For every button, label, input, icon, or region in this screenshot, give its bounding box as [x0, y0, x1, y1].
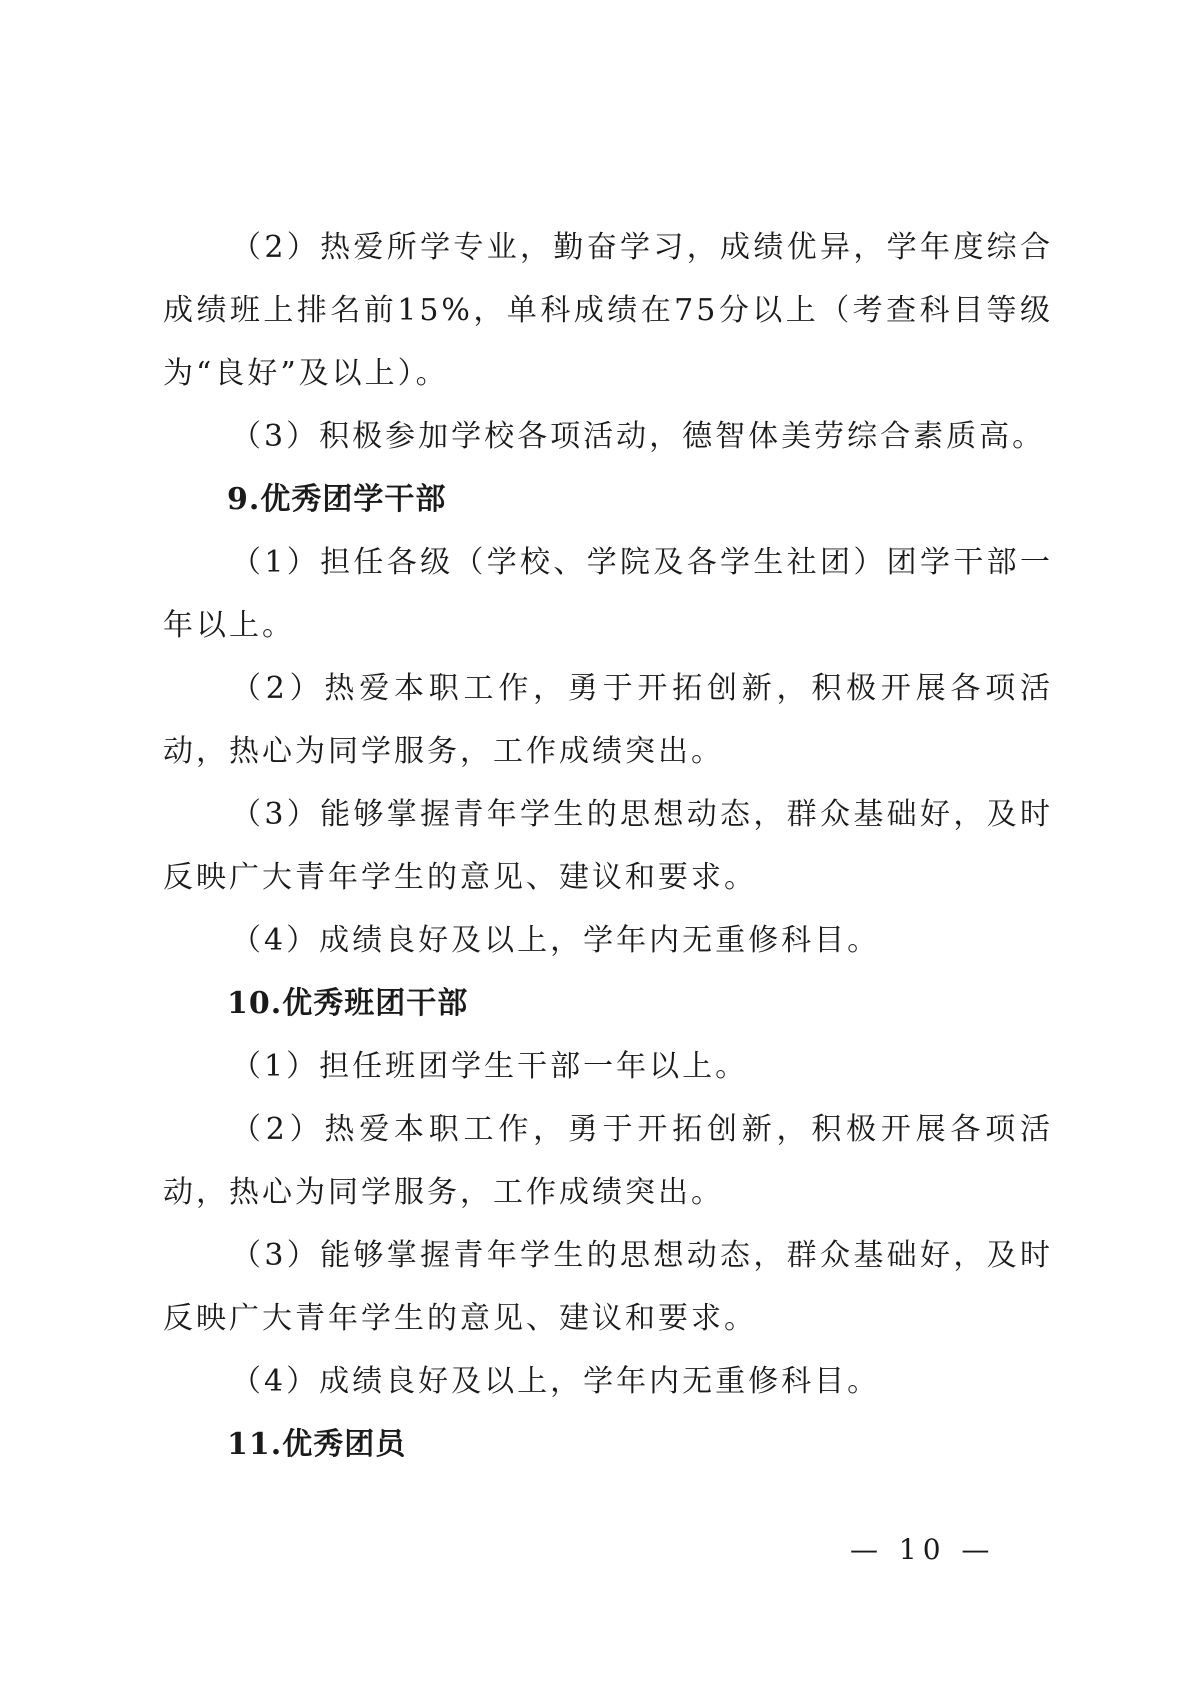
- section-heading-10: 10.优秀班团干部: [227, 986, 469, 1021]
- paragraph-9-criteria-2: （2）热爱本职工作，勇于开拓创新，积极开展各项活动，热心为同学服务，工作成绩突出。: [163, 671, 1053, 769]
- paragraph-10-criteria-4: （4）成绩良好及以上，学年内无重修科目。: [231, 1364, 881, 1399]
- paragraph-10-criteria-3: （3）能够掌握青年学生的思想动态，群众基础好，及时反映广大青年学生的意见、建议和要求。: [163, 1238, 1053, 1336]
- paragraph-9-criteria-1: （1）担任各级（学校、学院及各学生社团）团学干部一年以上。: [163, 545, 1053, 643]
- page-number: — 10 —: [850, 1533, 996, 1566]
- paragraph-2-criteria-2: （2）热爱所学专业，勤奋学习，成绩优异，学年度综合成绩班上排名前15%，单科成绩在75分以上（考查科目等级为“良好”及以上）。: [163, 230, 1053, 391]
- section-heading-11: 11.优秀团员: [227, 1427, 407, 1462]
- paragraph-10-criteria-2: （2）热爱本职工作，勇于开拓创新，积极开展各项活动，热心为同学服务，工作成绩突出。: [163, 1112, 1053, 1210]
- paragraph-9-criteria-4: （4）成绩良好及以上，学年内无重修科目。: [231, 923, 881, 958]
- section-heading-9: 9.优秀团学干部: [227, 482, 447, 517]
- paragraph-2-criteria-3: （3）积极参加学校各项活动，德智体美劳综合素质高。: [231, 419, 1046, 454]
- paragraph-9-criteria-3: （3）能够掌握青年学生的思想动态，群众基础好，及时反映广大青年学生的意见、建议和要求。: [163, 797, 1053, 895]
- document-body: [163, 216, 1053, 1476]
- paragraph-10-criteria-1: （1）担任班团学生干部一年以上。: [231, 1049, 749, 1084]
